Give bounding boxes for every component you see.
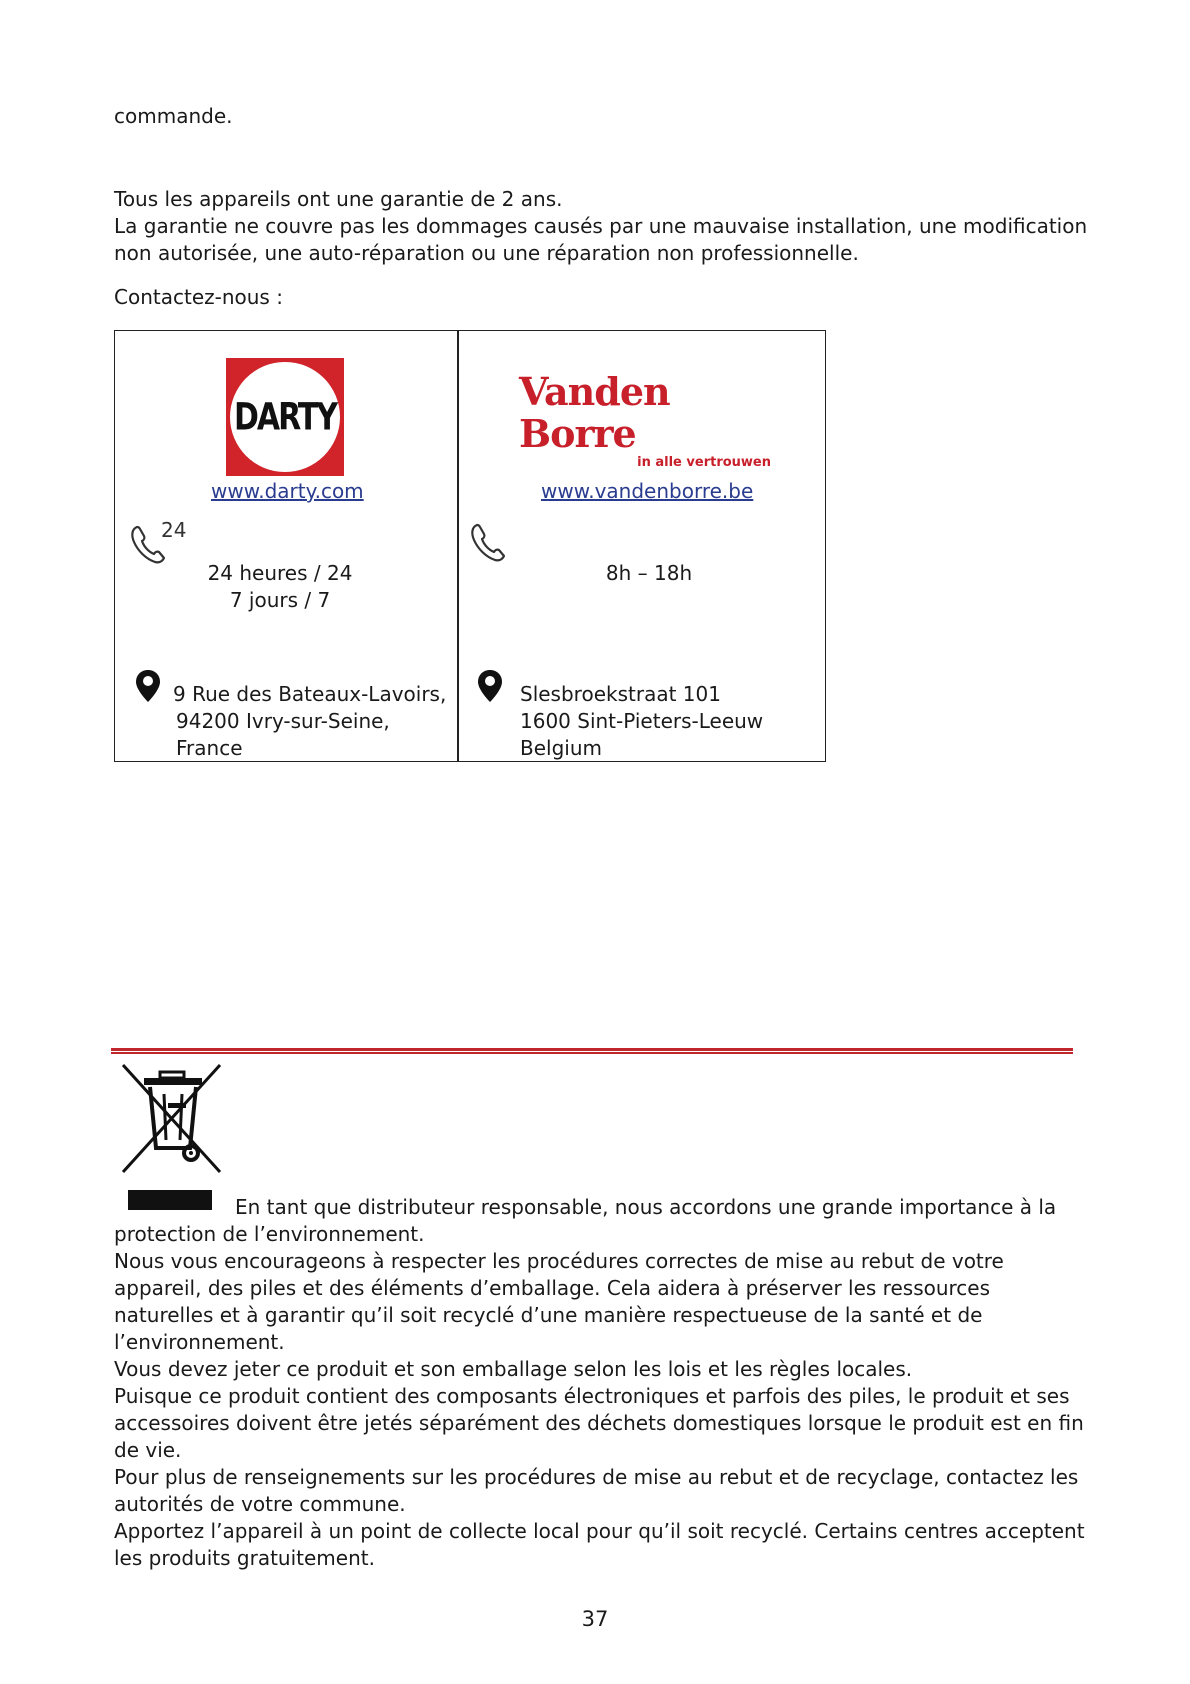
- vandenborre-website-link[interactable]: www.vandenborre.be: [541, 479, 754, 503]
- phone-badge: 24: [161, 518, 187, 542]
- environment-rest: Nous vous encourageons à respecter les procédures correctes de mise au rebut de votre appareil, des piles et des éléments d’emballage. Cela aidera à préserver les ressources naturelles et à garantir qu’il soit recyclé d’une manière respectueuse de la santé et de l’environnement.: [114, 1249, 1004, 1354]
- vandenborre-logo-tagline: in alle vertrouwen: [637, 455, 771, 470]
- page-number: 37: [581, 1607, 609, 1631]
- vandenborre-address: [520, 681, 763, 762]
- paragraph-environment: [114, 1194, 1094, 1356]
- vandenborre-logo-name: Vanden Borre: [519, 369, 670, 456]
- crossed-bin-icon: [118, 1060, 228, 1183]
- paragraph-warranty: Tous les appareils ont une garantie de 2 ans. La garantie ne couvre pas les dommages causés par une mauvaise installation, une modification non autorisée, une auto-réparation ou une réparation non professionnelle.: [114, 187, 1088, 265]
- paragraph-disposal: Vous devez jeter ce produit et son emballage selon les lois et les règles locales. Puisque ce produit contient des composants électroniques et parfois des piles, le produit et ses accessoires doivent être jetés séparément des déchets domestiques lorsque le produit est en fin de vie.: [114, 1357, 1084, 1462]
- location-pin-icon: [477, 669, 503, 708]
- darty-cell: [115, 331, 457, 761]
- darty-logo-text: DARTY: [233, 395, 337, 439]
- darty-website-link[interactable]: www.darty.com: [211, 479, 364, 503]
- location-pin-icon: [135, 669, 161, 708]
- vandenborre-address-line1: Slesbroekstraat 101: [520, 682, 721, 706]
- contact-table: [114, 330, 826, 762]
- contact-heading: Contactez-nous :: [114, 285, 283, 309]
- vandenborre-address-line3: Belgium: [520, 736, 602, 760]
- darty-address-line1: 9 Rue des Bateaux-Lavoirs,: [173, 682, 447, 706]
- vandenborre-logo: [519, 371, 779, 471]
- section-divider: [111, 1048, 1073, 1054]
- vandenborre-cell: [459, 331, 825, 761]
- vandenborre-hours: 8h – 18h: [605, 561, 693, 585]
- vandenborre-address-line2: 1600 Sint-Pieters-Leeuw: [520, 709, 764, 733]
- environment-first-sentence: En tant que distributeur responsable, nous accordons une grande importance à la protection de l’environnement.: [114, 1195, 1057, 1246]
- darty-hours-line1: 24 heures / 24: [207, 561, 353, 585]
- phone-icon: [469, 517, 515, 568]
- darty-hours: [175, 560, 385, 614]
- paragraph-recycling: Pour plus de renseignements sur les procédures de mise au rebut et de recyclage, contactez les autorités de votre commune. Apportez l’appareil à un point de collecte local pour qu’il soit recyclé. Certains centres acceptent les produits gratuitement.: [114, 1465, 1085, 1570]
- darty-address-line2: 94200 Ivry-sur-Seine,: [176, 709, 390, 733]
- darty-logo: [226, 358, 344, 476]
- darty-address-line3: France: [176, 736, 243, 760]
- paragraph-order: commande.: [114, 104, 233, 128]
- darty-address: [173, 681, 446, 762]
- darty-hours-line2: 7 jours / 7: [229, 588, 331, 612]
